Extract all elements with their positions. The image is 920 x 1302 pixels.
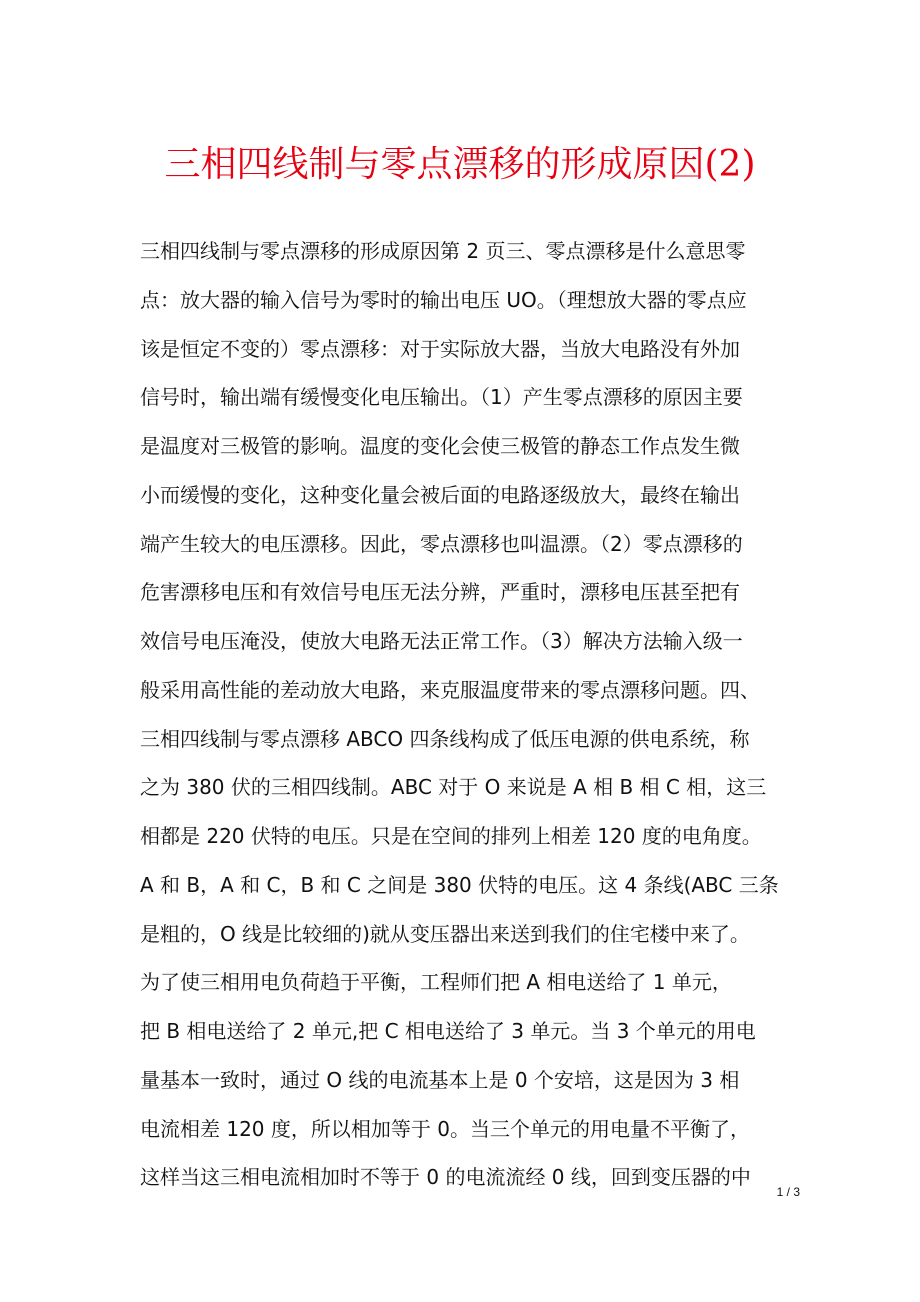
body-line: 相都是 220 伏特的电压。只是在空间的排列上相差 120 度的电角度。: [140, 824, 762, 848]
body-line: 量基本一致时，通过 O 线的电流基本上是 0 个安培，这是因为 3 相: [140, 1067, 740, 1092]
body-line: 之为 380 伏的三相四线制。ABC 对于 O 来说是 A 相 B 相 C 相，这三: [140, 775, 767, 800]
body-line: 信号时，输出端有缓慢变化电压输出。（1）产生零点漂移的原因主要: [140, 385, 743, 410]
document-body: [140, 227, 800, 1202]
body-line: 把 B 相电送给了 2 单元,把 C 相电送给了 3 单元。当 3 个单元的用电: [140, 1019, 756, 1043]
body-line: 是温度对三极管的影响。温度的变化会使三极管的静态工作点发生微: [140, 434, 740, 458]
body-line: 般采用高性能的差动放大电路，来克服温度带来的零点漂移问题。四、: [140, 677, 760, 702]
body-line: 效信号电压淹没，使放大电路无法正常工作。（3）解决方法输入级一: [140, 629, 743, 653]
body-line: 点：放大器的输入信号为零时的输出电压 UO。（理想放大器的零点应: [140, 287, 747, 312]
body-line: 小而缓慢的变化，这种变化量会被后面的电路逐级放大，最终在输出: [140, 482, 740, 507]
body-line: 三相四线制与零点漂移 ABCO 四条线构成了低压电源的供电系统，称: [140, 726, 750, 751]
body-line: 电流相差 120 度，所以相加等于 0。当三个单元的用电量不平衡了，: [140, 1116, 750, 1141]
body-line: 是粗的，O 线是比较细的)就从变压器出来送到我们的住宅楼中来了。: [140, 921, 750, 946]
page-number: 1 / 3: [776, 1185, 800, 1199]
document-title: 三相四线制与零点漂移的形成原因(2): [164, 144, 756, 185]
body-line: 为了使三相用电负荷趋于平衡，工程师们把 A 相电送给了 1 单元，: [140, 970, 732, 995]
body-line: 端产生较大的电压漂移。因此，零点漂移也叫温漂。（2）零点漂移的: [140, 531, 743, 556]
body-line: A 和 B，A 和 C，B 和 C 之间是 380 伏特的电压。这 4 条线(ABC 三条: [140, 872, 779, 897]
body-line: 危害漂移电压和有效信号电压无法分辨，严重时，漂移电压甚至把有: [140, 580, 740, 605]
body-line: 三相四线制与零点漂移的形成原因第 2 页三、零点漂移是什么意思零: [140, 239, 746, 263]
body-line: 这样当这三相电流相加时不等于 0 的电流流经 0 线，回到变压器的中: [140, 1165, 751, 1190]
body-line: 该是恒定不变的）零点漂移：对于实际放大器，当放大电路没有外加: [140, 336, 740, 361]
